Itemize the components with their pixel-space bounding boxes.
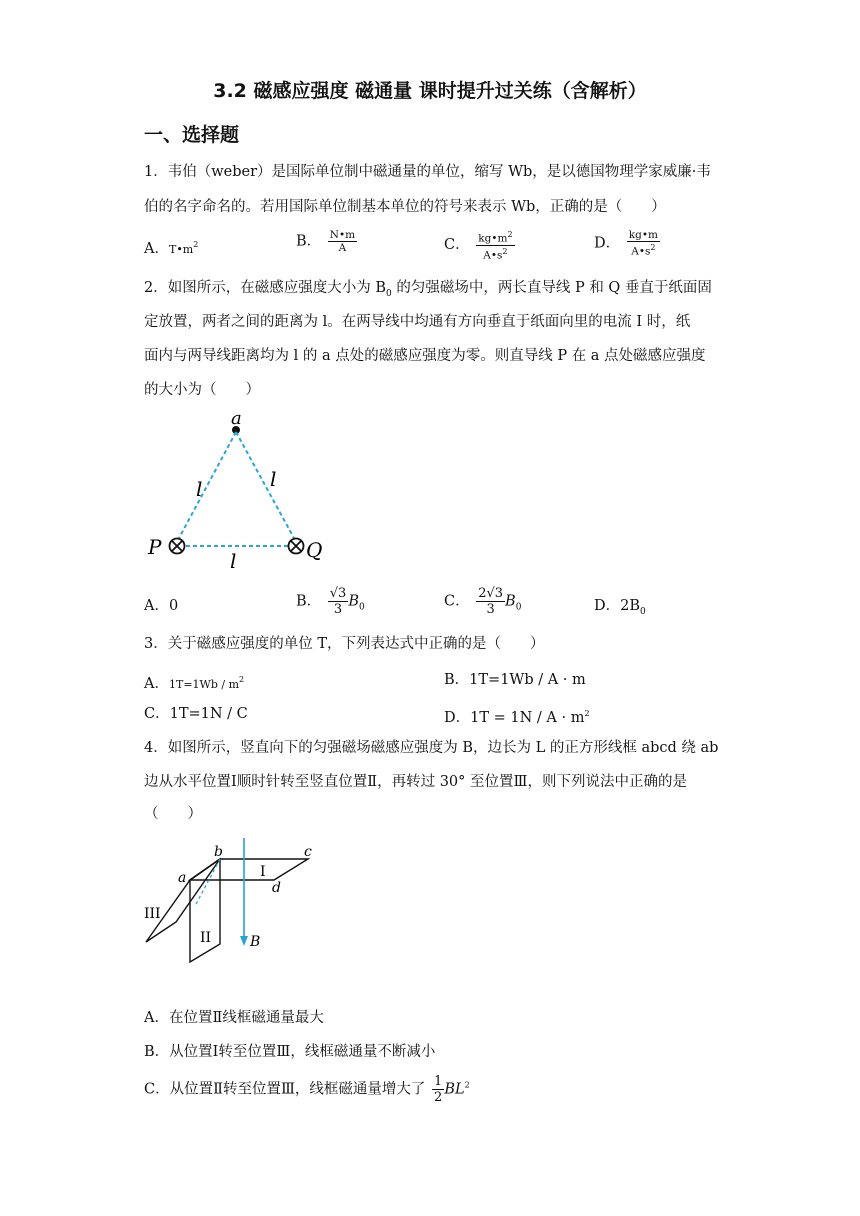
label-l-bottom: l (230, 549, 237, 573)
field-arrow-head-icon (240, 936, 248, 946)
label-a: a (178, 870, 187, 886)
label-l-left: l (196, 477, 203, 501)
label-position-ii: II (200, 930, 212, 946)
q2-line-1: 2．如图所示，在磁感应强度大小为 $B_0$ 的匀强磁场中，两长直导线 P 和 Q 垂直于纸面固 (144, 280, 712, 299)
q4-line-2: 边从水平位置Ⅰ顺时针转至竖直位置Ⅱ，再转过 30° 至位置Ⅲ，则下列说法中正确的是 (144, 774, 687, 790)
q4-option-a: A．在位置Ⅱ线框磁通量最大 (144, 1010, 324, 1026)
label-b: b (214, 844, 223, 860)
section-heading: 一、选择题 (144, 124, 240, 146)
q4-line-3: （ ） (144, 806, 202, 822)
q3-option-b: B．1T=1Wb / A · m (444, 672, 586, 688)
q3-option-d: D．$1T = 1N / A \cdot m^2$ (444, 709, 590, 726)
q2-option-b: B． $\frac{√3}{3}$ $B_0$ (296, 586, 365, 617)
q3-line-1: 3．关于磁感应强度的单位 T，下列表达式中正确的是（ ） (144, 636, 545, 652)
q2-line-2: 定放置，两者之间的距离为 l。在两导线中均通有方向垂直于纸面向里的电流 I 时，纸 (144, 314, 691, 330)
q1-option-b: B． $\frac{N•m}{A}$ (296, 229, 356, 254)
q1-option-d: D． $\frac{kg•m}{A•s^2}$ (594, 229, 658, 258)
q1-line-2: 伯的名字命名的。若用国际单位制基本单位的符号来表示 Wb，正确的是（ ） (144, 199, 666, 215)
page-title: 3.2 磁感应强度 磁通量 课时提升过关练（含解析） (213, 80, 647, 102)
label-c: c (304, 844, 312, 860)
q4-line-1: 4．如图所示，竖直向下的匀强磁场磁感应强度为 B，边长为 L 的正方形线框 abcd 绕 ab (144, 740, 719, 756)
q3-option-a: A．$1T=1Wb / m^2$ (144, 675, 245, 692)
q3-option-c: C．1T=1N / C (144, 706, 248, 722)
q2-triangle-figure (140, 412, 340, 574)
label-a: a (231, 412, 242, 429)
q2-option-a: A．0 (144, 598, 179, 614)
q2-option-c: C． $\frac{2√3}{3}$ $B_0$ (444, 586, 522, 617)
q4-option-b: B．从位置Ⅰ转至位置Ⅲ，线框磁通量不断减小 (144, 1044, 436, 1060)
q1-option-c: C． $\frac{kg•m^2}{A•s^2}$ (444, 230, 513, 261)
q2-option-d: D．$2B_0$ (594, 598, 646, 617)
q1-option-a: A．$T•m^2$ (144, 240, 199, 257)
q4-frame-figure (140, 834, 330, 964)
wire-q-into-page-icon (289, 539, 304, 554)
label-l-right: l (270, 467, 277, 491)
label-d: d (272, 880, 281, 896)
wire-p-into-page-icon (170, 539, 185, 554)
label-position-iii: III (144, 906, 161, 922)
q4-option-c: C．从位置Ⅱ转至位置Ⅲ，线框磁通量增大了 $\frac{1}{2}$ $BL^2$ (144, 1074, 470, 1105)
label-position-i: I (260, 864, 266, 880)
q1-line-1: 1．韦伯（weber）是国际单位制中磁通量的单位，缩写 Wb，是以德国物理学家威廉·韦 (144, 164, 711, 180)
label-q: Q (306, 538, 323, 562)
q2-line-3: 面内与两导线距离均为 l 的 a 点处的磁感应强度为零。则直导线 P 在 a 点处磁感应强度 (144, 348, 706, 364)
label-b-field: B (250, 934, 261, 950)
q2-line-4: 的大小为（ ） (144, 382, 260, 398)
label-p: P (148, 535, 162, 559)
